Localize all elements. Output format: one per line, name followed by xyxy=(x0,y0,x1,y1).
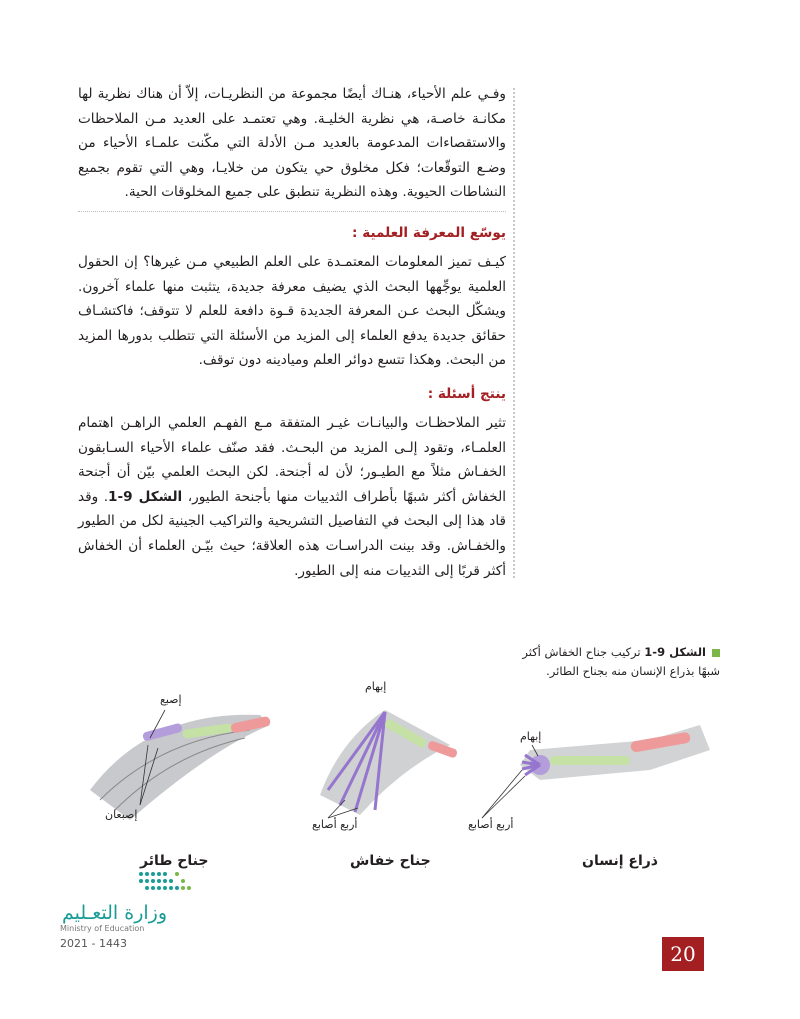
caption-label: الشكل 9-1 xyxy=(644,645,706,659)
ministry-logo-arabic: وزارة التعـليم xyxy=(62,902,168,924)
paragraph-cell-theory: وفـي علم الأحياء، هنـاك أيضًا مجموعة من النظريـات، إلاّ أن هناك نظرية لها مكانـة خاصـة، هي نظرية الخليـة. وهي تعتمـد على العديد مـن الملاحظات والاستقصاءات المدعومة بالعديد مـن الأدلة التي مكّنت علمـاء الأحياء من وضـع التوقّعات؛ فكل مخلوق حي يتكون من خلايـا، وهي التي تقوم بجميع النشاطات الحيوية. وهذه النظرية تنطبق على جميع المخلوقات الحية. xyxy=(78,86,506,201)
bird-wing-illustration xyxy=(90,710,271,820)
ministry-logo-icon xyxy=(100,868,230,900)
human-label-four-fingers: أربع أصابع xyxy=(468,818,514,831)
human-arm-illustration xyxy=(482,725,710,818)
bat-wing-title: جناح خفاش xyxy=(350,853,431,869)
main-text-column xyxy=(78,82,506,583)
paragraph-part-1: تثير الملاحظـات والبيانـات غيـر المتفقة مـع الفهـم العلمي الراهـن اهتمام العلمـاء، وتقود إلـى المزيد من البحـث. فقد صنّف علماء الأحياء السـابقون الخفـاش مثلاً مع الطيـور؛ لأن له أجنحة. لكن البحث العلمي بيّن أن أجنحة الخفاش أكثر شبهًا بأطراف الثدييات منها بأجنحة الطيور، xyxy=(78,414,506,505)
bat-wing-illustration xyxy=(320,710,458,818)
section-divider xyxy=(78,211,506,212)
bat-label-thumb: إبهام xyxy=(365,680,387,693)
caption-bullet-icon xyxy=(712,649,720,657)
ministry-logo-english: Ministry of Education xyxy=(60,924,145,933)
bird-label-two-fingers: إصبعان xyxy=(105,808,138,821)
heading-expands-knowledge: يوسّع المعرفة العلمية : xyxy=(352,224,506,241)
bird-wing-title: جناح طائر xyxy=(140,853,209,869)
figure-reference: الشكل 9-1 xyxy=(108,488,183,505)
page-number: 20 xyxy=(662,937,704,971)
column-divider xyxy=(513,88,515,578)
human-label-thumb: إبهام xyxy=(520,730,542,743)
caption-text: تركيب جناح الخفاش أكثر شبهًا بذراع الإنسان منه بجناح الطائر. xyxy=(522,645,720,678)
paragraph-part-2: . وقد قاد هذا إلى البحث في التفاصيل التشريحية والتراكيب الجينية لكل من الطيور والخفـاش. وقد بينت الدراسـات هذه العلاقة؛ حيث بيّـن العلماء أن الخفاش أكثر قربًا إلى الثدييات منه إلى الطيور. xyxy=(78,488,506,579)
bird-label-finger: إصبع xyxy=(160,693,182,706)
paragraph-new-knowledge: كيـف تميز المعلومات المعتمـدة على العلم الطبيعي مـن غيرها؟ إن الحقول العلمية يوجِّهها البحث الذي يضيف معرفة جديدة، يتثبت منها علماء آخرون. ويشكّل البحث عـن المعرفة الجديدة قـوة دافعة للعلم لا تتوقف؛ فاكتشـاف حقائق جديدة يدفع العلماء إلى المزيد من الأسئلة التي تتطلب بدورها المزيد من البحث. وهكذا تتسع دوائر العلم وميادينه دون توقف. xyxy=(78,253,506,369)
edition-year: 2021 - 1443 xyxy=(60,937,127,950)
human-arm-title: ذراع إنسان xyxy=(582,853,658,869)
bat-label-four-fingers: أربع أصابع xyxy=(312,818,358,831)
heading-produces-questions: ينتج أسئلة : xyxy=(427,385,506,402)
paragraph-bat-wings xyxy=(78,411,506,583)
